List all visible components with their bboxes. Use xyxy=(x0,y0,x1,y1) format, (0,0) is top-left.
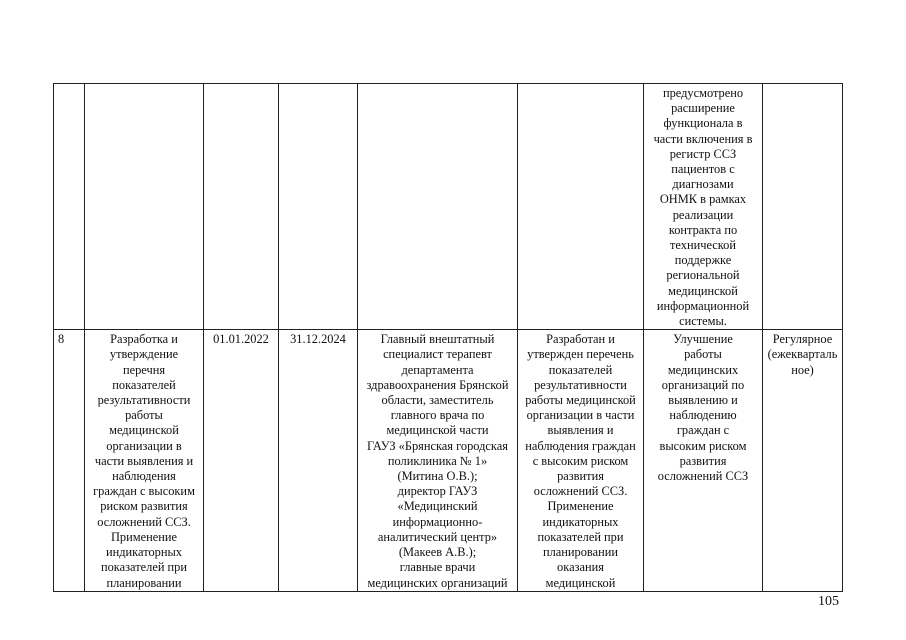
cell-responsible xyxy=(358,330,518,591)
cell-indicator xyxy=(644,330,763,591)
responsible-text: Главный внештатный специалист терапевт департамента здравоохранения Брянской области, заместитель главного врача по медицинской части ГАУЗ «Брянская городская поликлиника № 1» (Митина О.В.); директор ГАУЗ «Медицинский информационно- аналитический центр» (Макеев А.В.); главные врачи медицинских организаций xyxy=(366,332,509,590)
cell-end-continued xyxy=(279,84,358,330)
indicator-text: Улучшение работы медицинских организаций по выявлению и наблюдению граждан с высоким риском развития осложнений ССЗ xyxy=(657,332,749,484)
cell-start-continued xyxy=(204,84,279,330)
document-table xyxy=(53,83,843,592)
continued-indicator-text: предусмотрено расширение функционала в части включения в регистр ССЗ пациентов с диагнозами ОНМК в рамках реализации контракта по технической поддержке региональной медицинской информационной системы. xyxy=(653,86,753,329)
cell-number-continued xyxy=(54,84,85,330)
table-row-continued xyxy=(54,84,843,330)
cell-start-date xyxy=(204,330,279,591)
page-number: 105 xyxy=(818,594,839,609)
table-row-8 xyxy=(54,330,843,591)
cell-responsible-continued xyxy=(358,84,518,330)
start-date: 01.01.2022 xyxy=(213,332,269,347)
cell-measure xyxy=(85,330,204,591)
frequency-text: Регулярное (ежекварталь ное) xyxy=(767,332,838,377)
measure-text: Разработка и утверждение перечня показателей результативности работы медицинской организации в части выявления и наблюдения граждан с высоким риском развития осложнений ССЗ. Применение индикаторных показателей при планировании xyxy=(93,332,195,590)
cell-number xyxy=(54,330,85,591)
row-number: 8 xyxy=(58,332,65,347)
cell-measure-continued xyxy=(85,84,204,330)
cell-indicator-continued xyxy=(644,84,763,330)
cell-result-continued xyxy=(518,84,644,330)
cell-end-date xyxy=(279,330,358,591)
result-text: Разработан и утвержден перечень показателей результативности работы медицинской организации в части выявления и наблюдения граждан с высоким риском развития осложнений ССЗ. Применение индикаторных показателей при планировании оказания медицинской xyxy=(525,332,636,590)
cell-result xyxy=(518,330,644,591)
end-date: 31.12.2024 xyxy=(290,332,346,347)
cell-frequency-continued xyxy=(763,84,843,330)
cell-frequency xyxy=(763,330,843,591)
